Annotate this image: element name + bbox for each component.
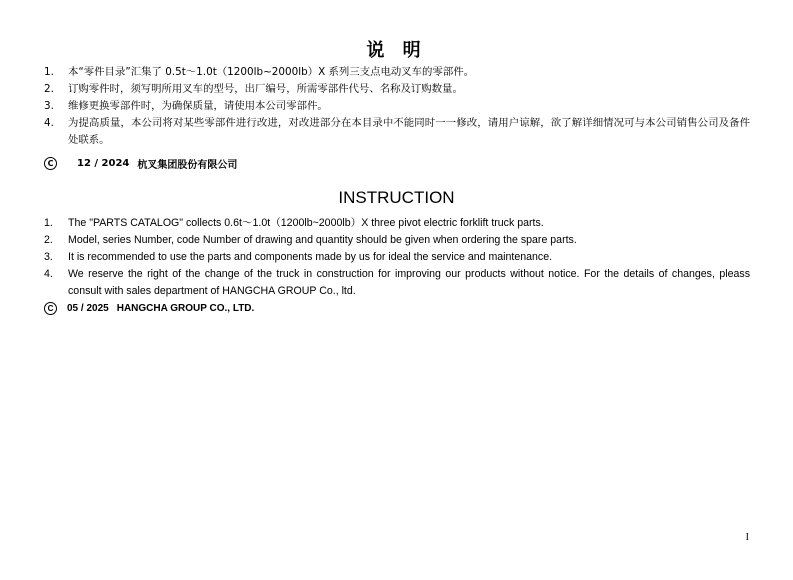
english-copyright-line xyxy=(44,302,254,315)
list-item xyxy=(44,81,750,98)
english-instruction-list xyxy=(44,215,750,300)
item-number: 3. xyxy=(44,100,54,112)
page-number: I xyxy=(745,532,749,543)
item-number: 1. xyxy=(44,217,53,229)
list-item xyxy=(44,115,750,149)
item-text: Model, series Number, code Number of drawing and quantity should be given when ordering the spare parts. xyxy=(68,234,577,246)
item-number: 1. xyxy=(44,66,54,78)
chinese-title: 说 明 xyxy=(366,40,427,61)
list-item xyxy=(44,64,750,81)
item-number: 2. xyxy=(44,234,53,246)
item-text: 为提高质量，本公司将对某些零部件进行改进，对改进部分在本目录中不能同时一一修改，请用户谅解，欲了解详细情况可与本公司销售公司及备件处联系。 xyxy=(68,117,750,146)
chinese-instruction-list xyxy=(44,64,750,149)
list-item xyxy=(44,232,750,249)
copyright-date: 12 / 2024 xyxy=(77,158,130,169)
list-item xyxy=(44,266,750,300)
copyright-icon: C xyxy=(44,157,57,170)
copyright-company: HANGCHA GROUP CO., LTD. xyxy=(116,303,255,314)
copyright-icon: C xyxy=(44,302,57,315)
copyright-company: 杭叉集团股份有限公司 xyxy=(137,160,238,171)
list-item xyxy=(44,98,750,115)
item-text: 本“零件目录”汇集了 0.5t～1.0t（1200lb~2000lb）X 系列三支点电动叉车的零部件。 xyxy=(68,66,475,78)
list-item xyxy=(44,215,750,232)
copyright-date: 05 / 2025 xyxy=(67,303,109,314)
item-text: 订购零件时，须写明所用叉车的型号，出厂编号，所需零部件代号、名称及订购数量。 xyxy=(68,83,463,95)
item-text: It is recommended to use the parts and components made by us for ideal the service and maintenance. xyxy=(68,251,553,263)
item-text: We reserve the right of the change of the truck in construction for improving our products without notice. For the details of changes, pleass consult with sales department of HANGCHA GROUP Co., ltd. xyxy=(68,268,750,297)
chinese-copyright-line xyxy=(44,156,237,171)
item-text: 维修更换零部件时，为确保质量，请使用本公司零部件。 xyxy=(68,100,328,112)
english-title: INSTRUCTION xyxy=(338,188,455,207)
list-item xyxy=(44,249,750,266)
item-number: 2. xyxy=(44,83,54,95)
item-text: The "PARTS CATALOG" collects 0.6t～1.0t（1200lb~2000lb）X three pivot electric forklift truck parts. xyxy=(68,217,544,229)
item-number: 3. xyxy=(44,251,53,263)
item-number: 4. xyxy=(44,117,54,129)
item-number: 4. xyxy=(44,268,53,280)
